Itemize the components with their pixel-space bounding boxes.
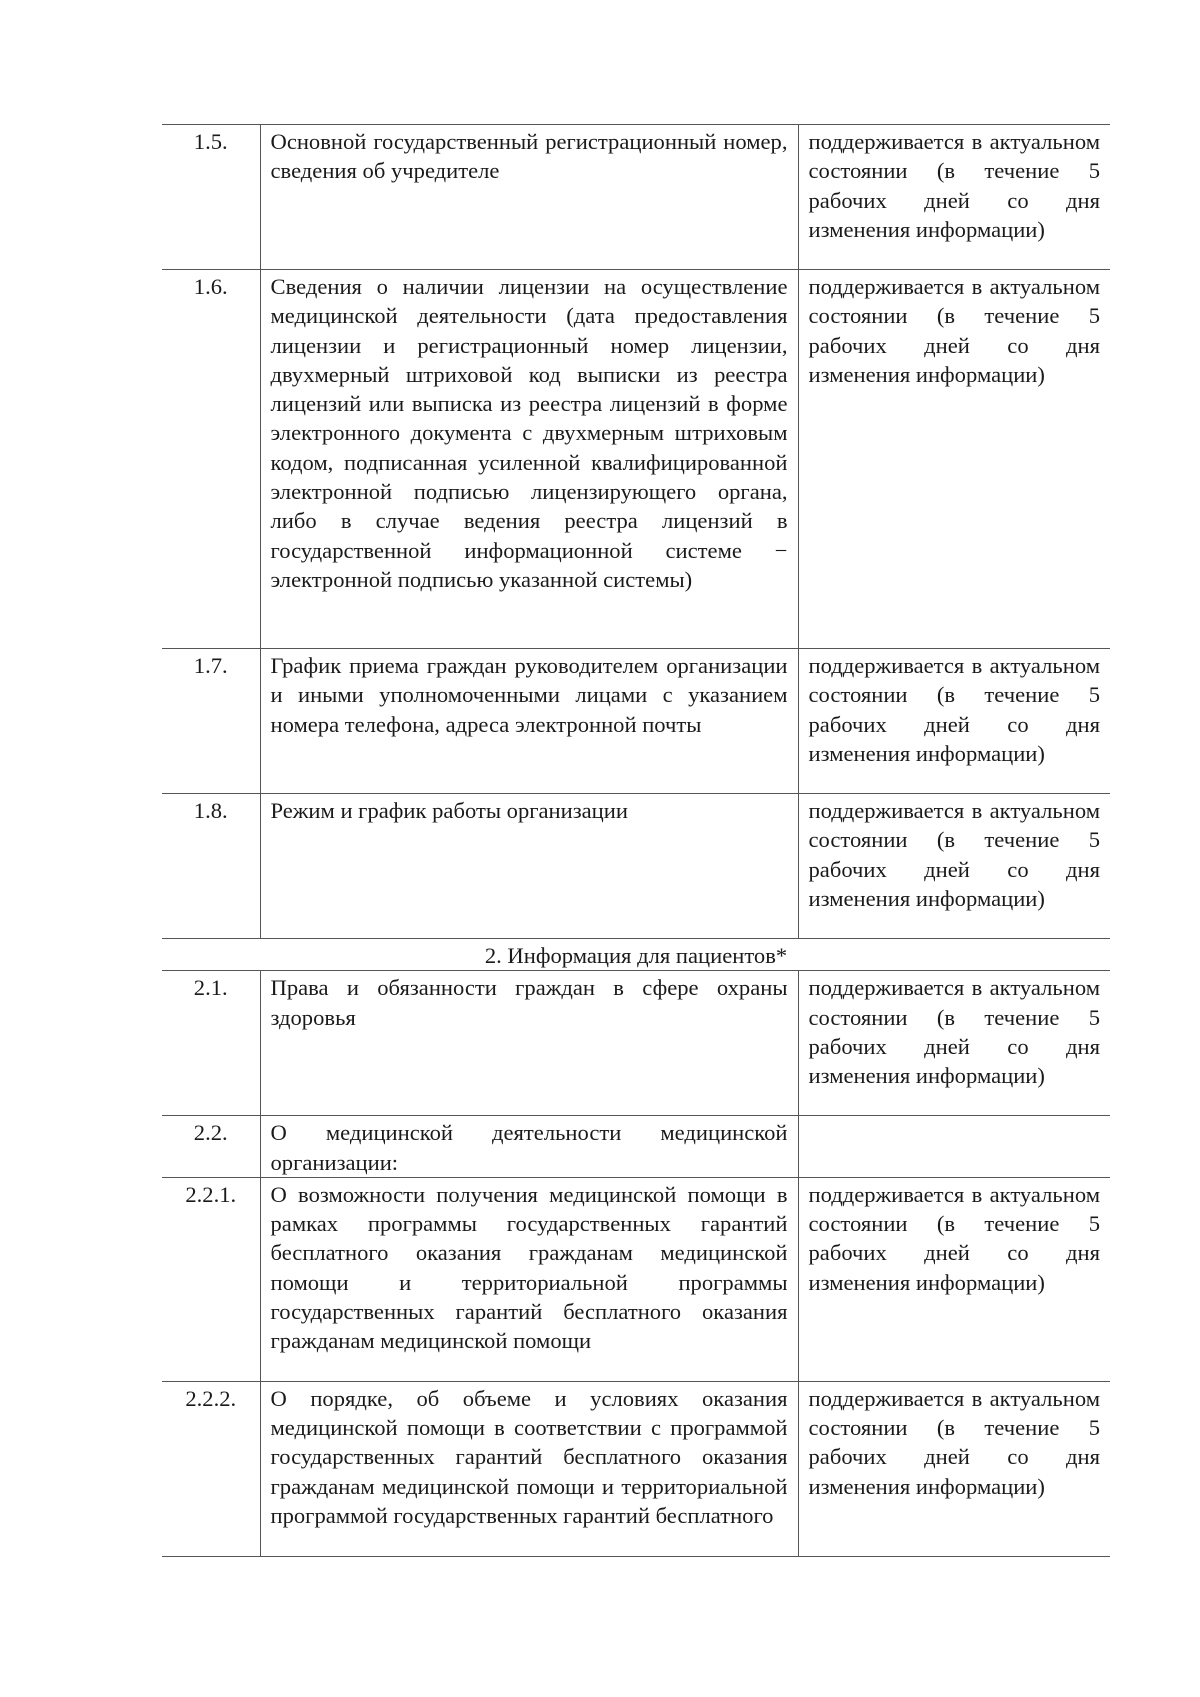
row-update-terms: поддерживается в актуальном состоянии (в течение 5 рабочих дней со дня изменения информации) xyxy=(798,649,1110,794)
row-description: О порядке, об объеме и условиях оказания медицинской помощи в соответствии с программой государственных гарантий бесплатного оказания гражданам медицинской помощи и территориальной программой государственных гарантий бесплатного xyxy=(260,1381,798,1556)
row-update-terms: поддерживается в актуальном состоянии (в течение 5 рабочих дней со дня изменения информации) xyxy=(798,125,1110,270)
row-update-terms: поддерживается в актуальном состоянии (в течение 5 рабочих дней со дня изменения информации) xyxy=(798,1177,1110,1381)
table-row xyxy=(162,649,1110,794)
table-row xyxy=(162,125,1110,270)
row-update-terms: поддерживается в актуальном состоянии (в течение 5 рабочих дней со дня изменения информации) xyxy=(798,1381,1110,1556)
row-description: Режим и график работы организации xyxy=(260,794,798,939)
row-description: График приема граждан руководителем организации и иными уполномоченными лицами с указанием номера телефона, адреса электронной почты xyxy=(260,649,798,794)
row-update-terms: поддерживается в актуальном состоянии (в течение 5 рабочих дней со дня изменения информации) xyxy=(798,971,1110,1116)
row-number: 2.2.2. xyxy=(162,1381,260,1556)
table-row xyxy=(162,270,1110,649)
row-number: 1.5. xyxy=(162,125,260,270)
row-description: О медицинской деятельности медицинской организации: xyxy=(260,1116,798,1178)
row-description: Права и обязанности граждан в сфере охраны здоровья xyxy=(260,971,798,1116)
info-disclosure-table xyxy=(162,124,1110,1557)
section-header-row xyxy=(162,939,1110,971)
section-title: 2. Информация для пациентов* xyxy=(162,939,1110,971)
row-number: 1.7. xyxy=(162,649,260,794)
row-update-terms: поддерживается в актуальном состоянии (в течение 5 рабочих дней со дня изменения информации) xyxy=(798,794,1110,939)
row-update-terms: поддерживается в актуальном состоянии (в течение 5 рабочих дней со дня изменения информации) xyxy=(798,270,1110,649)
row-description: Основной государственный регистрационный номер, сведения об учредителе xyxy=(260,125,798,270)
row-number: 2.2.1. xyxy=(162,1177,260,1381)
row-number: 2.2. xyxy=(162,1116,260,1178)
row-description: О возможности получения медицинской помощи в рамках программы государственных гарантий бесплатного оказания гражданам медицинской помощи и территориальной программы государственных гарантий бесплатного оказания гражданам медицинской помощи xyxy=(260,1177,798,1381)
row-description: Сведения о наличии лицензии на осуществление медицинской деятельности (дата предоставления лицензии и регистрационный номер лицензии, двухмерный штриховой код выписки из реестра лицензий или выписка из реестра лицензий в форме электронного документа с двухмерным штриховым кодом, подписанная усиленной квалифицированной электронной подписью лицензирующего органа, либо в случае ведения реестра лицензий в государственной информационной системе − электронной подписью указанной системы) xyxy=(260,270,798,649)
table-row xyxy=(162,1177,1110,1381)
table-row xyxy=(162,1381,1110,1556)
table-row xyxy=(162,794,1110,939)
table-row xyxy=(162,971,1110,1116)
row-update-terms xyxy=(798,1116,1110,1178)
table-row xyxy=(162,1116,1110,1178)
row-number: 2.1. xyxy=(162,971,260,1116)
row-number: 1.6. xyxy=(162,270,260,649)
row-number: 1.8. xyxy=(162,794,260,939)
